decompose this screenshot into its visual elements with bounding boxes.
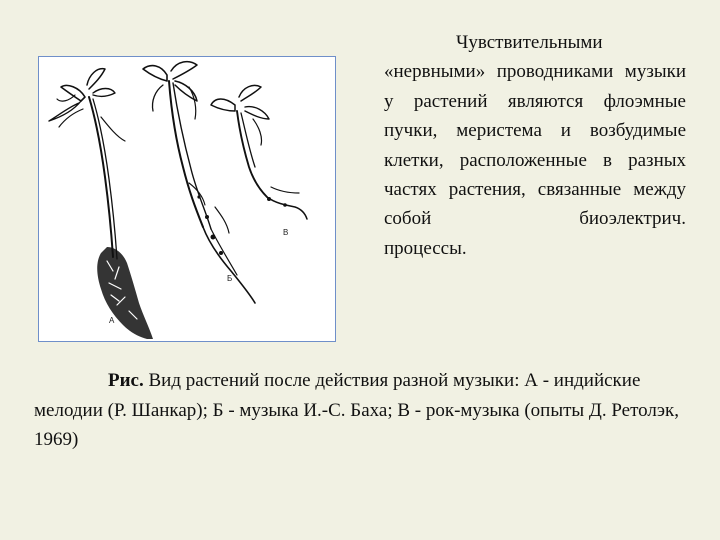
side-paragraph-last-line: процессы.	[384, 237, 467, 259]
figure-caption	[34, 366, 694, 455]
plant-a-label: А	[109, 316, 115, 325]
plant-b-label: Б	[227, 274, 233, 283]
plant-b-drawing	[143, 62, 255, 303]
side-paragraph	[384, 28, 686, 263]
plant-c-label: В	[283, 228, 289, 237]
figure-plants-image	[38, 56, 336, 342]
plant-a-root-mass	[97, 247, 153, 339]
plant-a-drawing	[49, 69, 125, 259]
caption-text: Вид растений после действия разной музыки: А - индийские мелодии (Р. Шанкар); Б - музыка И.-С. Баха; В - рок-музыка (опыты Д. Ретолэк, 1969)	[34, 370, 680, 450]
caption-label: Рис.	[108, 370, 144, 391]
side-paragraph-body: Чувствительными «нервными» проводниками музыки у растений являются флоэмные пучки, меристема и возбудимые клетки, расположенные в разных частях растения, связанные между собой биоэлектрич.	[384, 32, 686, 230]
plants-drawing	[39, 57, 335, 341]
plant-c-drawing	[211, 85, 307, 219]
